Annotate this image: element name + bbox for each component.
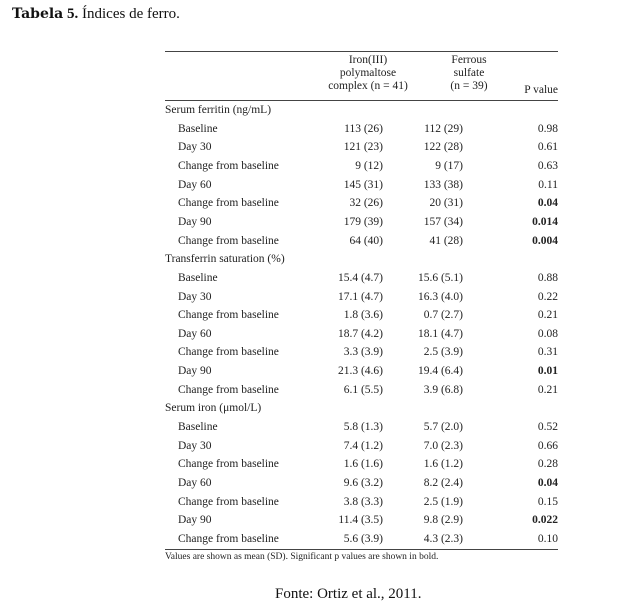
row-label: Day 60 [178, 178, 212, 191]
table-row [165, 288, 558, 306]
ferrous-sulfate-value: 0.7 (2.7) [423, 309, 463, 322]
row-label: Day 30 [178, 290, 212, 303]
table-row [165, 343, 558, 361]
iron-polymaltose-value: 121 (23) [343, 141, 383, 154]
ferrous-sulfate-value: 5.7 (2.0) [423, 421, 463, 434]
section-row [165, 399, 558, 417]
row-label: Change from baseline [178, 458, 279, 471]
table-row [165, 213, 558, 231]
row-label: Change from baseline [178, 159, 279, 172]
table-row [165, 176, 558, 194]
p-value: 0.08 [537, 327, 558, 340]
header-ferrous-line2: sulfate [453, 67, 485, 79]
ferrous-sulfate-value: 112 (29) [424, 122, 463, 135]
ferrous-sulfate-value: 133 (38) [423, 178, 463, 191]
row-label: Change from baseline [178, 197, 279, 210]
section-label: Serum ferritin (ng/mL) [165, 104, 272, 116]
ferrous-sulfate-value: 9.8 (2.9) [423, 514, 463, 527]
ferrous-sulfate-value: 16.3 (4.0) [417, 290, 463, 303]
p-value: 0.21 [537, 309, 558, 322]
ferrous-sulfate-value: 20 (31) [429, 197, 463, 210]
row-label: Day 60 [178, 477, 212, 489]
p-value: 0.21 [537, 383, 558, 396]
table-caption [12, 6, 180, 23]
table-row [165, 232, 558, 250]
table-row [165, 138, 558, 156]
p-value: 0.022 [532, 514, 558, 527]
ferrous-sulfate-value: 19.4 (6.4) [417, 365, 463, 378]
iron-polymaltose-value: 11.4 (3.5) [338, 514, 383, 527]
p-value: 0.98 [537, 122, 558, 135]
iron-polymaltose-value: 1.8 (3.6) [343, 309, 383, 322]
section-label: Transferrin saturation (%) [165, 253, 285, 266]
row-label: Baseline [178, 122, 218, 135]
ferrous-sulfate-value: 7.0 (2.3) [423, 439, 463, 452]
table-row [165, 437, 558, 455]
ferrous-sulfate-value: 41 (28) [429, 234, 463, 247]
iron-polymaltose-value: 9 (12) [355, 159, 383, 172]
row-label: Day 30 [178, 439, 212, 452]
iron-polymaltose-value: 9.6 (3.2) [343, 477, 383, 489]
table-row [165, 493, 558, 511]
table-row [165, 120, 558, 138]
iron-polymaltose-value: 21.3 (4.6) [337, 365, 383, 378]
p-value: 0.15 [537, 495, 558, 508]
p-value: 0.63 [537, 159, 558, 172]
row-label: Baseline [178, 421, 218, 434]
ferrous-sulfate-value: 18.1 (4.7) [417, 327, 463, 340]
header-iron-line3: complex (n = 41) [328, 80, 408, 92]
iron-polymaltose-value: 7.4 (1.2) [343, 439, 383, 452]
header-iron-line2: polymaltose [339, 67, 397, 79]
p-value: 0.61 [537, 141, 558, 154]
row-label: Change from baseline [178, 346, 279, 359]
p-value: 0.01 [537, 365, 558, 378]
row-label: Change from baseline [178, 383, 279, 396]
iron-polymaltose-value: 64 (40) [349, 234, 383, 247]
p-value: 0.11 [538, 178, 558, 191]
ferrous-sulfate-value: 157 (34) [423, 215, 463, 228]
header-ferrous-sulfate [433, 54, 505, 93]
p-value: 0.004 [532, 234, 558, 247]
iron-polymaltose-value: 145 (31) [343, 178, 383, 191]
iron-polymaltose-value: 5.8 (1.3) [343, 421, 383, 434]
table-row [165, 362, 558, 380]
table-row [165, 418, 558, 436]
row-label: Day 90 [178, 365, 212, 378]
p-value: 0.66 [537, 439, 558, 452]
iron-polymaltose-value: 1.6 (1.6) [343, 458, 383, 471]
iron-polymaltose-value: 6.1 (5.5) [343, 383, 383, 396]
ferrous-sulfate-value: 4.3 (2.3) [423, 532, 463, 545]
table-row [165, 381, 558, 399]
source-citation: Fonte: Ortiz et al., 2011. [275, 586, 422, 602]
table-row [165, 530, 558, 548]
p-value: 0.22 [537, 290, 558, 303]
section-row [165, 250, 558, 268]
table-row [165, 455, 558, 473]
row-label: Baseline [178, 271, 218, 284]
ferrous-sulfate-value: 2.5 (3.9) [423, 346, 463, 359]
header-p-value: P value [524, 84, 558, 96]
header-iron-line1: Iron(III) [348, 54, 388, 66]
p-value: 0.10 [537, 532, 558, 545]
table-row [165, 511, 558, 529]
caption-number: 5. [67, 6, 79, 22]
caption-label: Tabela [12, 6, 64, 22]
table-row [165, 269, 558, 287]
row-label: Day 60 [178, 327, 212, 340]
table-row [165, 306, 558, 324]
table-row [165, 325, 558, 343]
row-label: Change from baseline [178, 234, 279, 247]
section-label: Serum iron (μmol/L) [165, 402, 262, 415]
iron-polymaltose-value: 3.8 (3.3) [343, 495, 383, 508]
row-label: Day 30 [178, 141, 212, 154]
row-label: Day 90 [178, 514, 212, 527]
row-label: Day 90 [178, 215, 212, 228]
caption-text: Índices de ferro. [82, 6, 180, 22]
p-value: 0.04 [537, 477, 558, 489]
iron-polymaltose-value: 179 (39) [343, 215, 383, 228]
p-value: 0.31 [537, 346, 558, 359]
iron-polymaltose-value: 113 (26) [344, 122, 383, 135]
header-ferrous-line1: Ferrous [451, 54, 487, 66]
table-row [165, 157, 558, 175]
table-top-rule [165, 51, 558, 52]
iron-polymaltose-value: 5.6 (3.9) [343, 532, 383, 545]
iron-polymaltose-value: 18.7 (4.2) [337, 327, 383, 340]
row-label: Change from baseline [178, 309, 279, 322]
iron-polymaltose-value: 3.3 (3.9) [343, 346, 383, 359]
table-footnote: Values are shown as mean (SD). Significant p values are shown in bold. [165, 552, 439, 562]
ferrous-sulfate-value: 15.6 (5.1) [417, 271, 463, 284]
iron-polymaltose-value: 17.1 (4.7) [337, 290, 383, 303]
iron-polymaltose-value: 15.4 (4.7) [337, 271, 383, 284]
ferrous-sulfate-value: 1.6 (1.2) [423, 458, 463, 471]
iron-polymaltose-value: 32 (26) [349, 197, 383, 210]
p-value: 0.04 [537, 197, 558, 210]
header-iron-polymaltose [320, 54, 416, 93]
ferrous-sulfate-value: 3.9 (6.8) [423, 383, 463, 396]
table-row [165, 194, 558, 212]
ferrous-sulfate-value: 9 (17) [435, 159, 463, 172]
table-row [165, 474, 558, 492]
ferrous-sulfate-value: 122 (28) [423, 141, 463, 154]
p-value: 0.52 [537, 421, 558, 434]
p-value: 0.88 [537, 271, 558, 284]
header-ferrous-line3: (n = 39) [450, 80, 488, 92]
p-value: 0.014 [532, 215, 558, 228]
table-bottom-rule [165, 549, 558, 550]
row-label: Change from baseline [178, 495, 279, 508]
row-label: Change from baseline [178, 532, 279, 545]
section-row [165, 101, 558, 119]
ferrous-sulfate-value: 8.2 (2.4) [423, 477, 463, 489]
p-value: 0.28 [537, 458, 558, 471]
ferrous-sulfate-value: 2.5 (1.9) [423, 495, 463, 508]
